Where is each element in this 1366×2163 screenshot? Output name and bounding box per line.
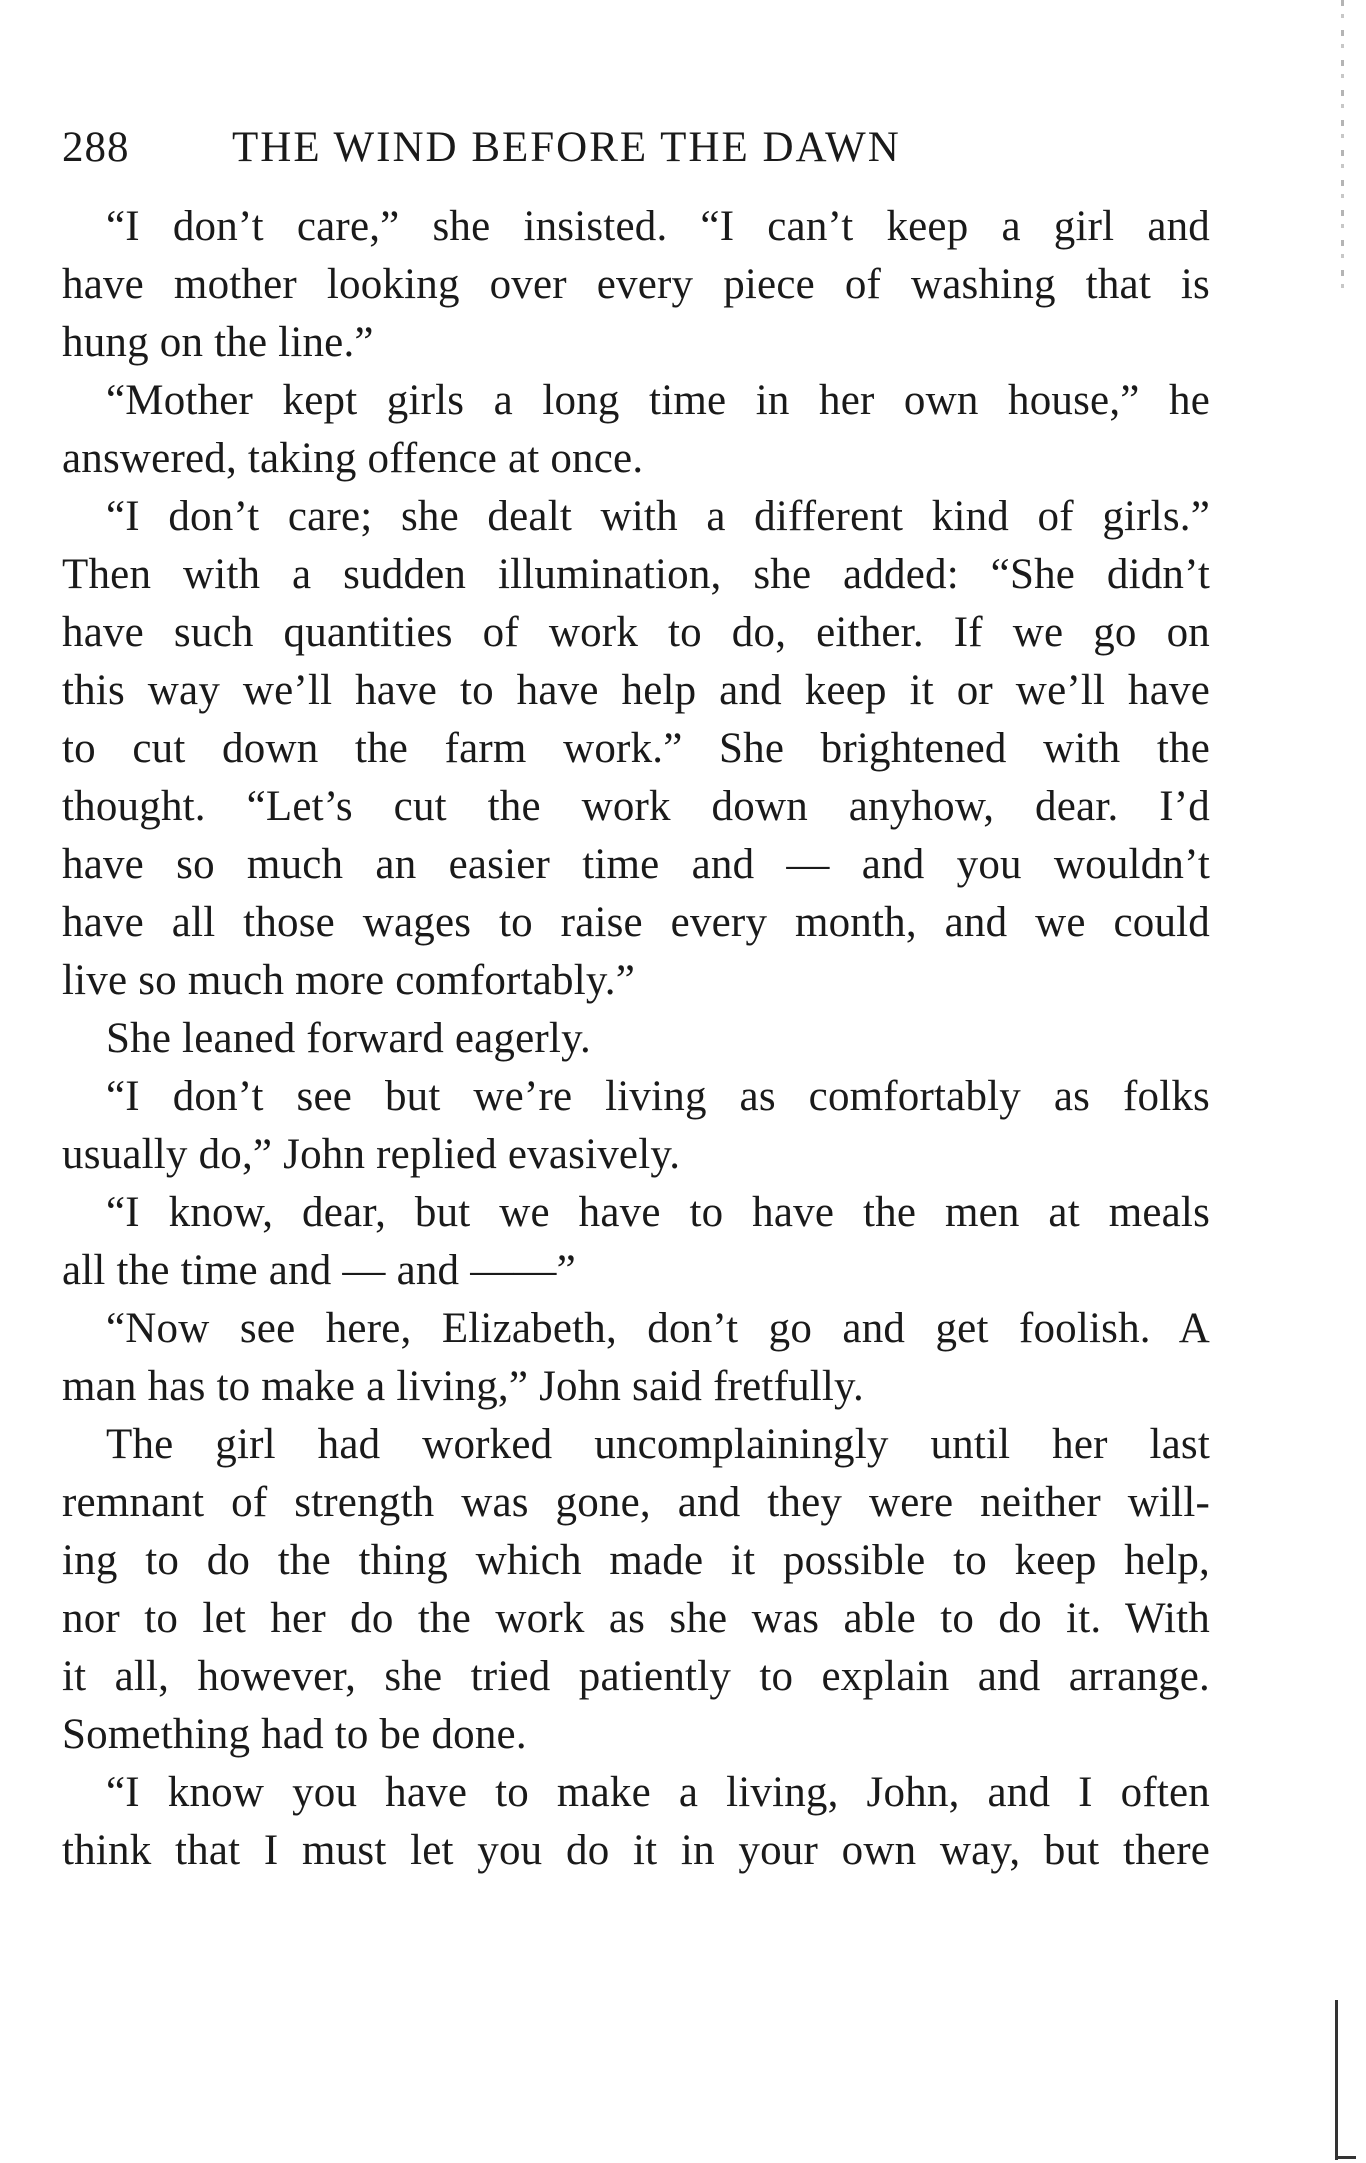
text-line: answered, taking offence at once. xyxy=(62,435,644,482)
text-line: have such quantities of work to do, either. If we go on xyxy=(62,609,1210,656)
running-head xyxy=(62,118,1062,178)
text-line: nor to let her do the work as she was able to do it. With xyxy=(62,1595,1210,1642)
text-line: “I don’t care,” she insisted. “I can’t keep a girl and xyxy=(106,203,1210,250)
page-number: 288 xyxy=(62,124,130,171)
text-line: hung on the line.” xyxy=(62,319,374,366)
text-line: “Now see here, Elizabeth, don’t go and get foolish. A xyxy=(106,1305,1210,1352)
text-line: “I know, dear, but we have to have the men at meals xyxy=(106,1189,1210,1236)
text-line: Then with a sudden illumination, she added: “She didn’t xyxy=(62,551,1210,598)
text-line: think that I must let you do it in your own way, but there xyxy=(62,1827,1210,1874)
text-line: it all, however, she tried patiently to explain and arrange. xyxy=(62,1653,1210,1700)
scan-edge-line xyxy=(1335,2000,1338,2160)
book-title: THE WIND BEFORE THE DAWN xyxy=(232,124,901,171)
text-line: have mother looking over every piece of washing that is xyxy=(62,261,1210,308)
text-line: have all those wages to raise every month, and we could xyxy=(62,899,1210,946)
text-line: “I don’t see but we’re living as comfortably as folks xyxy=(106,1073,1210,1120)
text-line: usually do,” John replied evasively. xyxy=(62,1131,681,1178)
text-line: “I know you have to make a living, John, and I often xyxy=(106,1769,1210,1816)
text-line: live so much more comfortably.” xyxy=(62,957,635,1004)
text-line: thought. “Let’s cut the work down anyhow, dear. I’d xyxy=(62,783,1210,830)
text-line: have so much an easier time and — and you wouldn’t xyxy=(62,841,1210,888)
text-line: “Mother kept girls a long time in her own house,” he xyxy=(106,377,1210,424)
text-line: She leaned forward eagerly. xyxy=(106,1015,591,1062)
text-line: all the time and — and ——” xyxy=(62,1247,576,1294)
text-line: ing to do the thing which made it possible to keep help, xyxy=(62,1537,1210,1584)
text-line: remnant of strength was gone, and they were neither will- xyxy=(62,1479,1210,1526)
text-line: “I don’t care; she dealt with a different kind of girls.” xyxy=(106,493,1210,540)
text-line: to cut down the farm work.” She brightened with the xyxy=(62,725,1210,772)
body-text xyxy=(62,198,1210,1880)
text-line: this way we’ll have to have help and keep it or we’ll have xyxy=(62,667,1210,714)
text-line: Something had to be done. xyxy=(62,1711,527,1758)
text-line: The girl had worked uncomplainingly until her last xyxy=(106,1421,1210,1468)
scan-edge-line xyxy=(1336,2156,1356,2159)
scan-edge-artifact xyxy=(1341,0,1344,300)
text-line: man has to make a living,” John said fretfully. xyxy=(62,1363,864,1410)
